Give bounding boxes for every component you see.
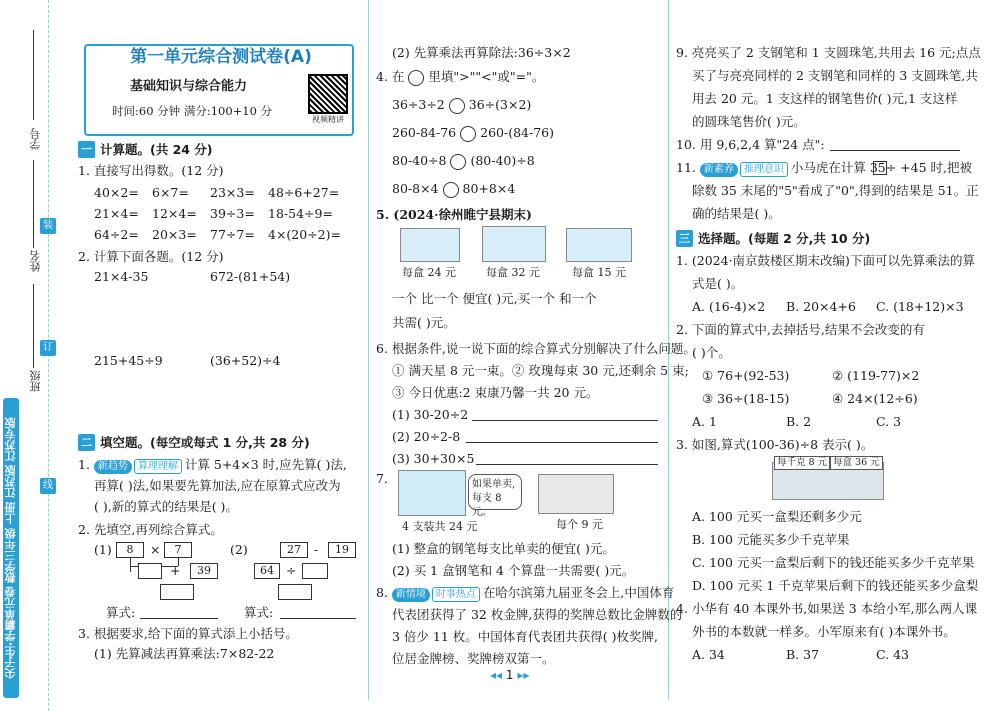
calc-problem: 21×4-35: [94, 269, 149, 284]
q5-line1: 一个 比一个 便宜( )元,买一个 和一个: [392, 291, 597, 306]
answer-line[interactable]: [830, 150, 960, 151]
badge-inference: 推理意识: [740, 162, 788, 177]
calc-item: 6×7=: [152, 185, 189, 200]
answer-line[interactable]: [476, 464, 658, 465]
price-label: 每盒 32 元: [486, 266, 540, 279]
q6-condition: ③ 今日优惠:2 束康乃馨一共 20 元。: [392, 385, 599, 400]
calc-item: 48÷6+27=: [268, 185, 340, 200]
calc-item: 20×3=: [152, 227, 197, 242]
compare-left: 80-8×4: [392, 181, 439, 196]
section-1-heading: [78, 140, 213, 158]
binding-tag-ding: 订: [40, 340, 56, 356]
price-label: 每盒 24 元: [402, 266, 456, 279]
c1-text: 式是( )。: [692, 276, 744, 291]
pen-box-icon: [398, 470, 466, 516]
diagram1-op1: ×: [150, 542, 161, 557]
q2-2-part2-label: (2): [230, 542, 248, 557]
compare-right: (80-40)÷8: [470, 153, 535, 168]
series-band: 尖子生·学霸单元卷 数学三年级 上册 江苏版 江苏专版: [3, 398, 19, 698]
binding-strip: [0, 0, 78, 711]
badge-reasoning: 算理理解: [134, 459, 182, 474]
q4-text: 里填">""<"或"="。: [428, 69, 545, 84]
compare-right: 36÷(3×2): [468, 97, 532, 112]
q6-item: (3) 30+30×5: [392, 451, 475, 466]
section-1-title: 计算题。(共 24 分): [100, 142, 213, 157]
c2-text: 2. 下面的算式中,去掉括号,结果不会改变的有: [676, 322, 925, 337]
diagram2-op1: -: [314, 542, 319, 557]
diagram1-box-c: 39: [190, 563, 218, 579]
c4-option-a[interactable]: A. 34: [692, 647, 725, 662]
compare-circle[interactable]: [450, 154, 466, 170]
formula-answer-2[interactable]: [280, 618, 356, 619]
q11-text: 小马虎在计算 35÷ +45 时,把被: [790, 160, 973, 175]
diagram2-box-b: 19: [328, 542, 356, 558]
diagram1-blank2[interactable]: [160, 584, 194, 600]
q2-3-part1: (1) 先算减法再算乘法:7×82-22: [94, 646, 275, 661]
apple-price-sign: 每千克 8 元: [774, 456, 830, 470]
compare-right: 260-(84-76): [480, 125, 554, 140]
q8-text: 在哈尔滨第九届亚冬会上,中国体育: [482, 585, 675, 600]
c2-expr: ④ 24×(12÷6): [832, 391, 918, 406]
q9-text: 9. 亮亮买了 2 支钢笔和 1 支圆珠笔,共用去 16 元;点点: [676, 45, 981, 60]
q7-number: 7.: [376, 471, 388, 486]
pen-label: 4 支装共 24 元: [402, 520, 478, 533]
c2-expr: ① 76+(92-53): [702, 368, 790, 383]
q8-text: 代表团获得了 32 枚金牌,获得的奖牌总数比金牌数的: [392, 607, 683, 622]
q5-line2: 共需( )元。: [392, 315, 456, 330]
q2-1-text: 再算( )法,如果要先算加法,应在原算式应改为: [94, 478, 341, 493]
section-2-title: 填空题。(每空或每式 1 分,共 28 分): [100, 435, 310, 450]
name-line: [33, 160, 34, 248]
compare-left: 260-84-76: [392, 125, 457, 140]
q4-stem: [376, 68, 544, 86]
badge-trend: 新趋势: [94, 460, 132, 474]
test-meta: 时间:60 分钟 满分:100+10 分: [112, 104, 273, 118]
q11-line1: 11. 新素养 推理意识 小马虎在计算 35÷ +45 时,把被: [676, 160, 973, 175]
c3-option-b[interactable]: B. 100 元能买多少千克苹果: [692, 532, 850, 547]
compare-row: [392, 180, 515, 198]
q5-stem: 5. (2024·徐州睢宁县期末): [376, 207, 532, 222]
q8-line1: 8. 新情境 时事热点 在哈尔滨第九届亚冬会上,中国体育: [376, 585, 675, 600]
qr-code-icon[interactable]: [308, 74, 348, 114]
diagram2-box-a: 27: [280, 542, 308, 558]
qr-label: 视频精讲: [312, 115, 344, 124]
c3-option-c[interactable]: C. 100 元买一盒梨后剩下的钱还能买多少千克苹果: [692, 555, 975, 570]
badge-literacy: 新素养: [700, 163, 738, 177]
q7-part2: (2) 买 1 盒钢笔和 4 个算盘一共需要( )元。: [392, 563, 635, 578]
diagram1-box-b: 7: [164, 542, 192, 558]
c3-text: 3. 如图,算式(100-36)÷8 表示( )。: [676, 437, 874, 452]
student-id-label: 学号: [29, 128, 42, 150]
compare-left: 36÷3÷2: [392, 97, 445, 112]
q1-1-stem: 1. 直接写出得数。(12 分): [78, 163, 224, 178]
q1-2-stem: 2. 计算下面各题。(12 分): [78, 249, 224, 264]
diagram2-box-c: 64: [254, 563, 280, 579]
calc-item: 77÷7=: [210, 227, 255, 242]
c4-option-b[interactable]: B. 37: [786, 647, 820, 662]
q8-text: 3 倍少 11 枚。中国体育代表团共获得( )枚奖牌,: [392, 629, 658, 644]
formula-answer-1[interactable]: [140, 618, 218, 619]
c3-option-a[interactable]: A. 100 元买一盒梨还剩多少元: [692, 509, 862, 524]
cake-box-icon: [566, 228, 632, 262]
diagram2-blank2[interactable]: [278, 584, 312, 600]
abacus-icon: [538, 474, 614, 514]
binding-tag-xian: 线: [40, 478, 56, 494]
class-label: 班级: [29, 370, 42, 392]
q2-2-stem: 2. 先填空,再列综合算式。: [78, 522, 223, 537]
calc-item: 12×4=: [152, 206, 197, 221]
c2-option-b[interactable]: B. 2: [786, 414, 812, 429]
blank-square-icon[interactable]: [873, 161, 887, 175]
section-2-heading: [78, 433, 310, 451]
c2-text: ( )个。: [692, 345, 731, 360]
section-3-heading: [676, 229, 870, 247]
diagram2-op2: ÷: [286, 563, 297, 578]
q2-2-part1-label: (1): [94, 542, 112, 557]
student-id-line: [33, 30, 34, 120]
c4-option-c[interactable]: C. 43: [876, 647, 909, 662]
cupcake-box-icon: [400, 228, 460, 262]
c2-expr: ③ 36÷(18-15): [702, 391, 790, 406]
q9-text: 用去 20 元。1 支这样的钢笔售价( )元,1 支这样: [692, 91, 958, 106]
q9-text: 买了与亮亮同样的 2 支钢笔和同样的 3 支圆珠笔,共: [692, 68, 978, 83]
q2-1-line: 1. 新趋势 算理理解 计算 5+4×3 时,应先算( )法,: [78, 457, 347, 472]
q6-item: (2) 20÷2-8: [392, 429, 461, 444]
answer-line[interactable]: [472, 420, 658, 421]
c4-text: 外书的本数就一样多。小军原来有( )本课外书。: [692, 624, 956, 639]
diagram2-blank1[interactable]: [302, 563, 328, 579]
name-label: 姓名: [29, 250, 42, 272]
section-3-title: 选择题。(每题 2 分,共 10 分): [698, 231, 871, 246]
c2-option-a[interactable]: A. 1: [692, 414, 717, 429]
section-1-number: 一: [78, 141, 95, 158]
column-divider-1: [368, 0, 369, 700]
badge-context: 新情境: [392, 588, 430, 602]
q8-text: 位居金牌榜、奖牌榜双第一。: [392, 651, 555, 666]
c3-option-d[interactable]: D. 100 元买 1 千克苹果后剩下的钱还能买多少盒梨: [692, 578, 979, 593]
calc-item: 21×4=: [94, 206, 139, 221]
bun-box-icon: [482, 226, 546, 262]
q10-text: 10. 用 9,6,2,4 算"24 点":: [676, 137, 825, 152]
compare-left: 80-40÷8: [392, 153, 447, 168]
calc-problem: 215+45÷9: [94, 353, 163, 368]
calc-problem: (36+52)÷4: [210, 353, 281, 368]
calc-item: 23×3=: [210, 185, 255, 200]
q6-item: (1) 30-20÷2: [392, 407, 469, 422]
q9-text: 的圆珠笔售价( )元。: [692, 114, 806, 129]
diagram1-connector: [130, 558, 131, 572]
compare-row: [392, 96, 531, 114]
c4-text: 4. 小华有 40 本课外书,如果送 3 本给小军,那么两人课: [676, 601, 978, 616]
q2-1-text: 计算 5+4×3 时,应先算( )法,: [184, 457, 347, 472]
q11-text: 确的结果是( )。: [692, 206, 781, 221]
circle-icon: [408, 70, 424, 86]
formula-label-1: 算式:: [106, 605, 136, 620]
binding-tag-zhuang: 装: [40, 218, 56, 234]
pear-price-sign: 每盒 36 元: [830, 456, 883, 470]
section-3-number: 三: [676, 230, 693, 247]
compare-row: [392, 152, 535, 170]
compare-circle[interactable]: [460, 126, 476, 142]
q6-condition: ① 满天星 8 元一束。② 玫瑰每束 30 元,还剩余 5 束;: [392, 363, 689, 378]
compare-circle[interactable]: [449, 98, 465, 114]
q2-1-text: ( ),新的算式的结果是( )。: [94, 499, 238, 514]
class-line: [33, 284, 34, 368]
calc-item: 18-54÷9=: [268, 206, 333, 221]
q11-text: 除数 35 末尾的"5"看成了"0",得到的结果是 51。正: [692, 183, 979, 198]
q4-text: 4. 在: [376, 69, 405, 84]
section-2-number: 二: [78, 434, 95, 451]
c2-expr: ② (119-77)×2: [832, 368, 920, 383]
c1-option-b[interactable]: B. 20×4+6: [786, 299, 856, 314]
formula-label-2: 算式:: [244, 605, 274, 620]
q2-3-part2: (2) 先算乘法再算除法:36÷3×2: [392, 45, 571, 60]
c1-text: 1. (2024·南京鼓楼区期末改编)下面可以先算乘法的算: [676, 253, 975, 268]
calc-item: 40×2=: [94, 185, 139, 200]
page-number-value: 1: [505, 668, 514, 682]
calc-item: 64÷2=: [94, 227, 139, 242]
test-title: 第一单元综合测试卷(A): [130, 47, 312, 67]
c1-option-c[interactable]: C. (18+12)×3: [876, 299, 964, 314]
diagram1-box-a: 8: [116, 542, 144, 558]
calc-item: 4×(20÷2)=: [268, 227, 341, 242]
compare-row: [392, 124, 554, 142]
compare-circle[interactable]: [443, 182, 459, 198]
page-number: ◂◂ 1 ▸▸: [490, 668, 530, 682]
q2-3-stem: 3. 根据要求,给下面的算式添上小括号。: [78, 626, 298, 641]
c2-option-c[interactable]: C. 3: [876, 414, 902, 429]
badge-news: 时事热点: [432, 587, 480, 602]
price-label: 每盒 15 元: [572, 266, 626, 279]
q7-part1: (1) 整盒的钢笔每支比单卖的便宜( )元。: [392, 541, 615, 556]
abacus-label: 每个 9 元: [556, 518, 603, 531]
test-subtitle: 基础知识与综合能力: [130, 79, 248, 94]
compare-right: 80+8×4: [462, 181, 516, 196]
diagram1-blank1[interactable]: [138, 563, 162, 579]
diagram1-op2: +: [170, 563, 181, 578]
c1-option-a[interactable]: A. (16-4)×2: [692, 299, 766, 314]
answer-line[interactable]: [466, 442, 658, 443]
speech-bubble: 如果单卖, 每支 8 元。: [468, 474, 522, 510]
calc-problem: 672-(81+54): [210, 269, 291, 284]
q6-stem: 6. 根据条件,说一说下面的综合算式分别解决了什么问题。: [376, 341, 696, 356]
calc-item: 39÷3=: [210, 206, 255, 221]
